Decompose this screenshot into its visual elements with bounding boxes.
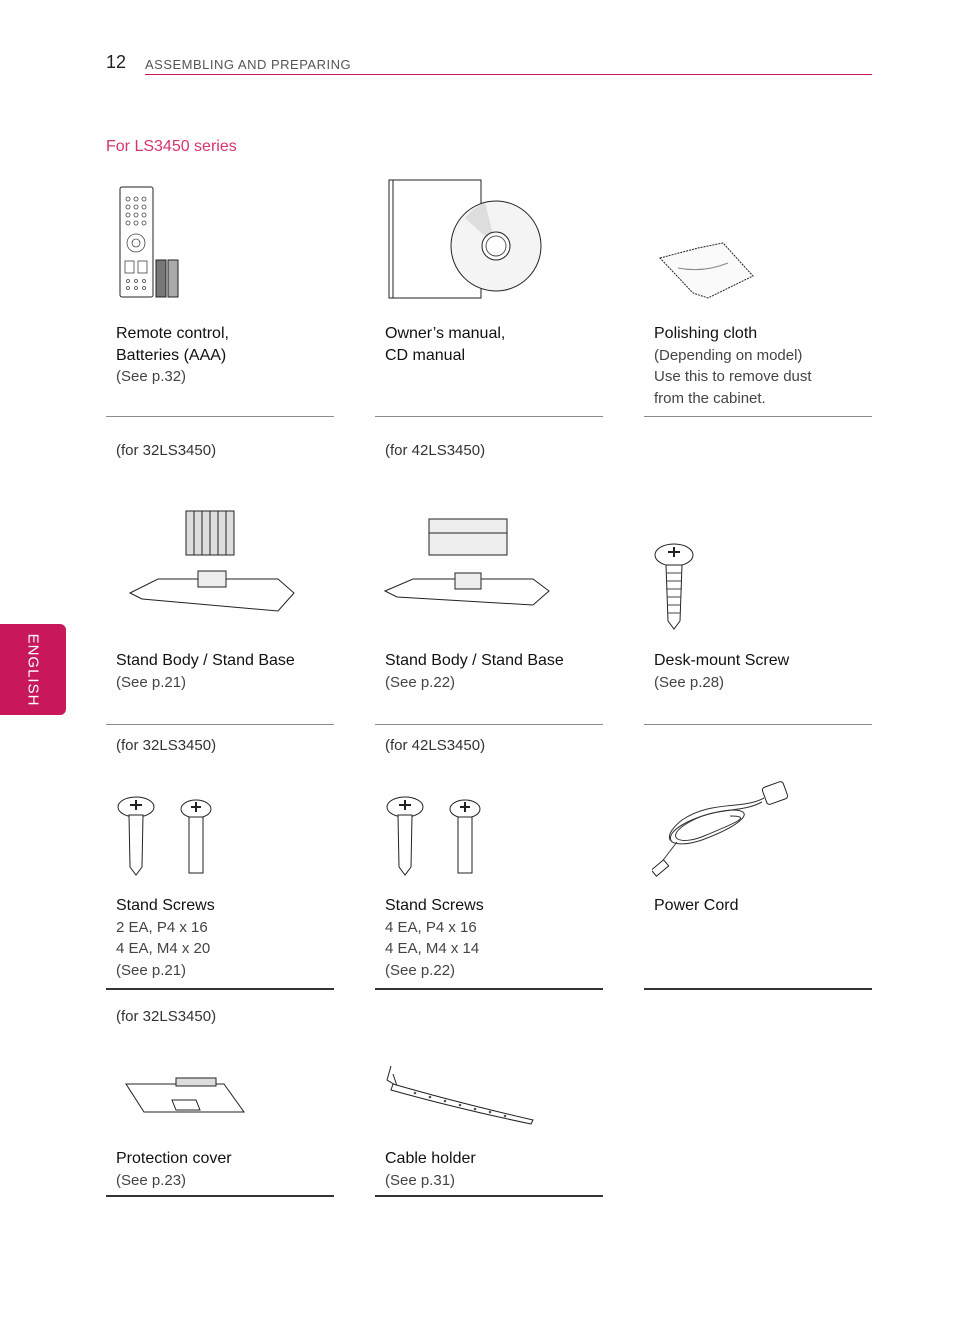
item-detail: Use this to remove dust [654, 368, 812, 385]
item-detail: (See p.32) [116, 368, 187, 385]
item-text [116, 895, 215, 981]
screws-illustration [385, 795, 495, 877]
screws-illustration [116, 795, 226, 877]
item-remote-control [106, 170, 334, 417]
item-detail: (See p.23) [116, 1171, 187, 1189]
item-detail: (See p.28) [654, 673, 725, 691]
item-stand-42 [375, 417, 603, 725]
item-text [116, 323, 229, 388]
header-rule [145, 74, 872, 75]
model-note: (for 32LS3450) [116, 1008, 217, 1025]
item-text [116, 1148, 232, 1191]
screw-illustration [652, 543, 696, 633]
item-title: Stand Screws [385, 897, 484, 914]
item-detail: (See p.31) [385, 1171, 456, 1189]
divider [375, 1195, 603, 1197]
language-tab-label: ENGLISH [24, 633, 42, 707]
item-stand-32 [106, 417, 334, 725]
item-stand-screws-32 [106, 725, 334, 990]
item-title: Power Cord [654, 897, 739, 914]
page-number: 12 [106, 52, 127, 72]
model-note: (for 32LS3450) [116, 737, 217, 754]
cable-holder-illustration [385, 1062, 537, 1126]
item-text [385, 1148, 476, 1191]
item-text [385, 895, 484, 981]
divider [644, 988, 872, 990]
item-cable-holder [375, 990, 603, 1198]
item-detail: (See p.21) [116, 673, 187, 691]
item-title: CD manual [385, 346, 466, 364]
item-title: Stand Screws [116, 897, 215, 914]
item-detail: 4 EA, M4 x 20 [116, 940, 211, 957]
remote-control-illustration [118, 185, 198, 303]
power-cord-illustration [652, 780, 792, 880]
item-title: Batteries (AAA) [116, 346, 227, 364]
item-text [385, 650, 564, 693]
item-protection-cover [106, 990, 334, 1198]
item-detail: 2 EA, P4 x 16 [116, 918, 208, 936]
item-text [116, 650, 295, 693]
item-stand-screws-42 [375, 725, 603, 990]
model-note: (for 42LS3450) [385, 442, 486, 459]
item-detail: (See p.21) [116, 961, 187, 979]
divider [106, 1195, 334, 1197]
item-title: Stand Body / Stand Base [116, 652, 295, 669]
item-desk-mount-screw [644, 417, 872, 725]
item-title: Polishing cloth [654, 325, 758, 342]
item-title: Stand Body / Stand Base [385, 652, 564, 669]
item-title: Cable holder [385, 1150, 476, 1167]
item-detail: (See p.22) [385, 961, 456, 979]
model-note: (for 42LS3450) [385, 737, 486, 754]
item-title: Desk-mount Screw [654, 652, 790, 669]
polishing-cloth-illustration [658, 238, 758, 303]
item-detail: from the cabinet. [654, 389, 766, 407]
item-detail: (Depending on model) [654, 346, 803, 364]
item-title: Owner’s manual, [385, 325, 506, 342]
model-note: (for 32LS3450) [116, 442, 217, 459]
item-text [385, 323, 505, 366]
item-title: Remote control, [116, 325, 229, 342]
item-title: Protection cover [116, 1150, 232, 1167]
series-heading: For LS3450 series [106, 138, 237, 155]
manual-cd-illustration [385, 178, 555, 303]
item-detail: (See p.22) [385, 673, 456, 691]
item-text [654, 650, 789, 693]
stand-illustration [383, 515, 553, 610]
item-detail: 4 EA, P4 x 16 [385, 918, 477, 936]
section-title: ASSEMBLING AND PREPARING [145, 57, 352, 72]
stand-illustration [128, 507, 298, 615]
item-detail: 4 EA, M4 x 14 [385, 940, 480, 957]
item-text [654, 323, 812, 409]
item-polishing-cloth [644, 170, 872, 417]
language-tab [0, 624, 66, 715]
item-owners-manual [375, 170, 603, 417]
item-text [654, 895, 738, 917]
item-power-cord [644, 725, 872, 990]
protection-cover-illustration [124, 1076, 248, 1118]
